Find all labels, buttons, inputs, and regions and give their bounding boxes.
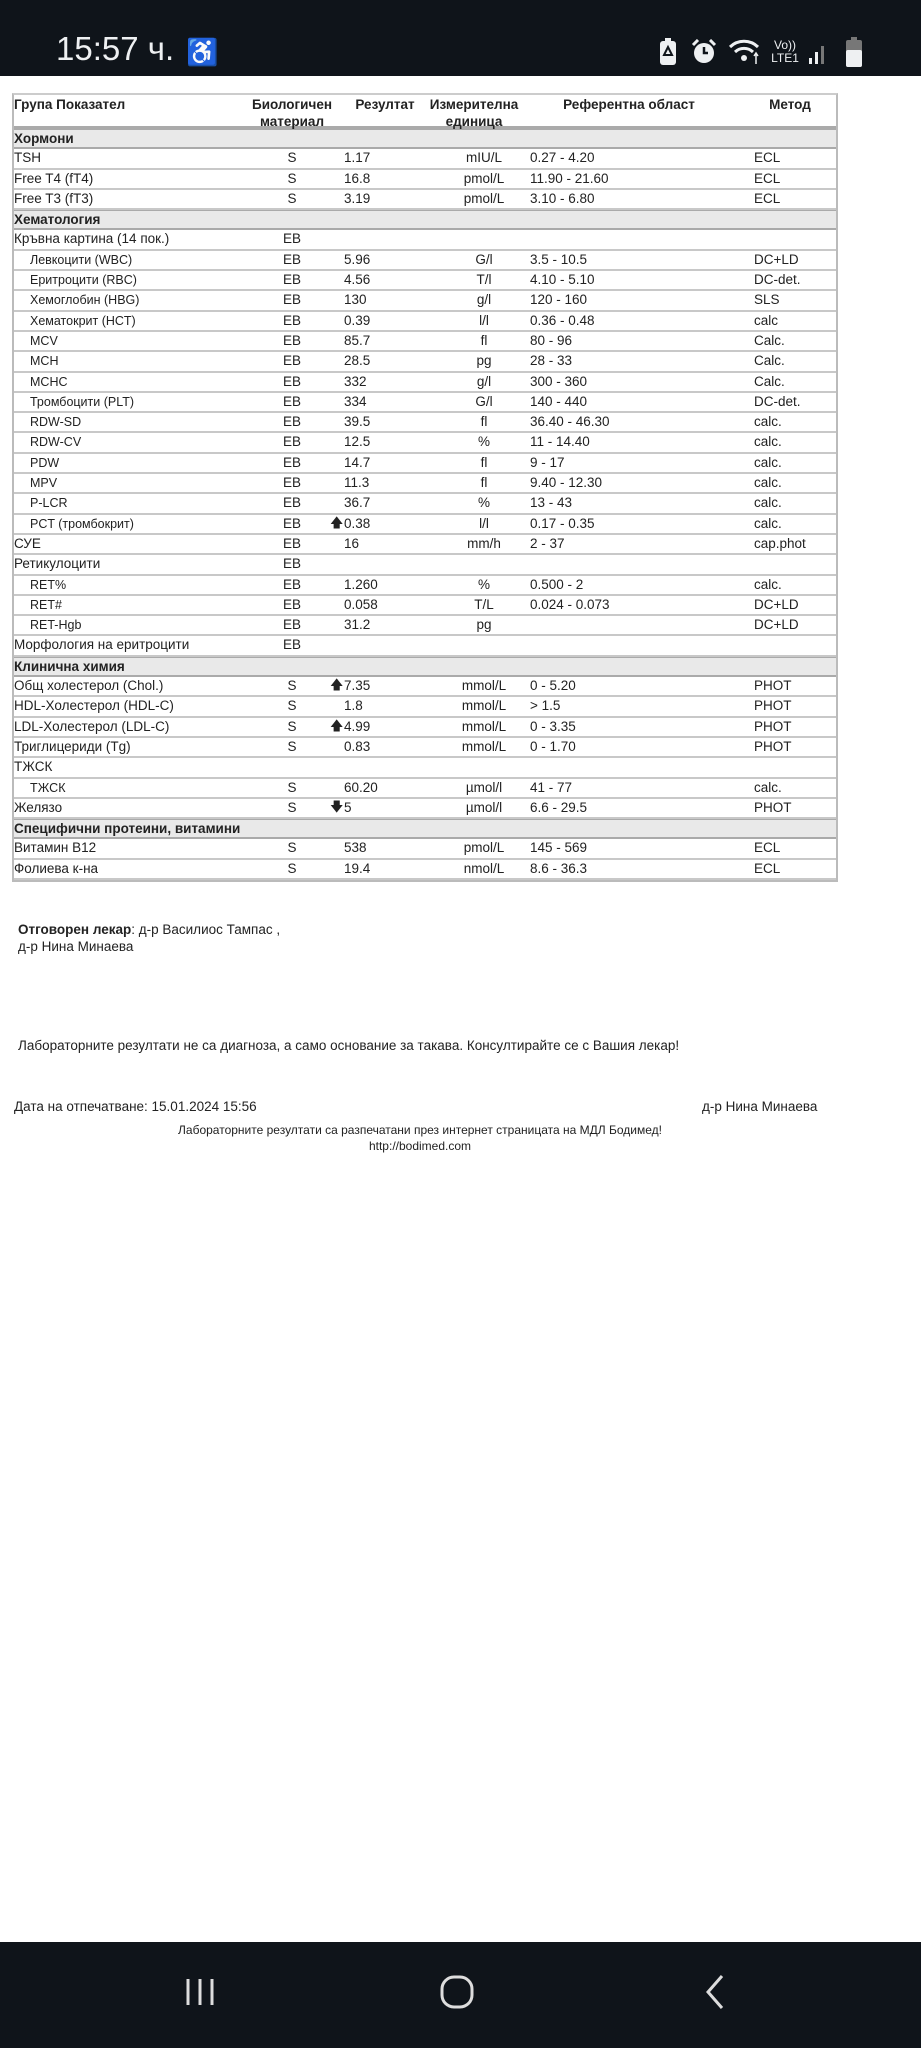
test-name: RET%: [30, 577, 67, 592]
results-table: [12, 93, 838, 882]
result-cell: 1.8: [344, 698, 363, 714]
responsible-doctor: [18, 922, 280, 937]
material-cell: ЕВ: [282, 414, 301, 430]
website-link[interactable]: http://bodimed.com: [368, 1139, 472, 1153]
material-cell: ЕВ: [282, 312, 301, 328]
method-cell: PHOT: [754, 718, 792, 734]
material-cell: ЕВ: [282, 454, 301, 470]
test-name: MCHC: [30, 374, 68, 389]
unit-cell: pmol/L: [463, 170, 505, 186]
reference-cell: 0.17 - 0.35: [530, 515, 595, 531]
home-icon[interactable]: [437, 1972, 477, 2012]
unit-cell: l/l: [479, 312, 489, 328]
test-name: P-LCR: [30, 496, 68, 511]
material-cell: ЕВ: [282, 535, 301, 551]
reference-cell: 6.6 - 29.5: [530, 799, 588, 815]
reference-cell: 120 - 160: [530, 292, 588, 308]
method-cell: calc.: [754, 475, 782, 491]
reference-cell: 36.40 - 46.30: [530, 414, 610, 430]
material-cell: S: [287, 779, 297, 795]
table-row: [14, 616, 836, 636]
result-cell: 4.99: [344, 718, 371, 734]
test-name: Хематокрит (HCT): [30, 313, 136, 328]
method-cell: calc.: [754, 414, 782, 430]
method-cell: SLS: [754, 292, 780, 308]
method-cell: PHOT: [754, 738, 792, 754]
unit-cell: mmol/L: [461, 718, 507, 734]
table-row: [14, 860, 836, 880]
test-name: Общ холестерол (Chol.): [14, 678, 164, 694]
unit-cell: %: [477, 576, 490, 592]
test-name: Витамин B12: [14, 840, 97, 856]
header-reference: Референтна област: [563, 97, 695, 112]
test-name: MCV: [30, 333, 58, 348]
result-cell: 12.5: [344, 434, 371, 450]
back-icon[interactable]: [700, 1972, 730, 2012]
table-row: [14, 271, 836, 291]
reference-cell: > 1.5: [530, 698, 561, 714]
unit-cell: pg: [476, 353, 492, 369]
printed-note: Лабораторните резултати са разпечатани през интернет страницата на МДЛ Бодимед!: [178, 1123, 662, 1137]
unit-cell: nmol/L: [463, 860, 505, 876]
unit-cell: µmol/l: [465, 799, 503, 815]
material-cell: S: [287, 150, 297, 166]
table-row: [14, 779, 836, 799]
test-name: Хемоглобин (HBG): [30, 293, 140, 308]
reference-cell: 41 - 77: [530, 779, 573, 795]
print-date: Дата на отпечатване: 15.01.2024 15:56: [14, 1099, 257, 1114]
section-title: Хормони: [14, 131, 74, 146]
arrow-down-icon: 🡇: [330, 799, 344, 815]
material-cell: S: [287, 190, 297, 206]
method-cell: ECL: [754, 860, 781, 876]
table-row: [14, 230, 836, 250]
method-cell: PHOT: [754, 698, 792, 714]
table-row: [14, 312, 836, 332]
test-name: Еритроцити (RBC): [30, 273, 137, 288]
material-cell: S: [287, 860, 297, 876]
test-name: RDW-CV: [30, 435, 82, 450]
method-cell: ECL: [754, 170, 781, 186]
section-title: Хематология: [14, 212, 101, 228]
reference-cell: 0.36 - 0.48: [530, 312, 595, 328]
table-row: [14, 799, 836, 819]
test-name: Триглицериди (Tg): [14, 738, 131, 754]
unit-cell: pmol/L: [463, 840, 505, 856]
reference-cell: 0 - 1.70: [530, 738, 576, 754]
result-cell: 332: [344, 373, 367, 389]
status-bar: [0, 0, 921, 76]
method-cell: PHOT: [754, 678, 792, 694]
table-row: [14, 291, 836, 311]
material-cell: ЕВ: [282, 576, 301, 592]
method-cell: calc.: [754, 434, 782, 450]
section-title: Специфични протеини, витамини: [14, 821, 241, 837]
method-cell: calc.: [754, 454, 782, 470]
result-cell: 4.56: [344, 272, 371, 288]
material-cell: ЕВ: [282, 272, 301, 288]
result-cell: 7.35: [344, 678, 371, 694]
unit-cell: g/l: [476, 373, 492, 389]
method-cell: DC-det.: [754, 393, 801, 409]
unit-cell: µmol/l: [465, 779, 503, 795]
method-cell: Calc.: [754, 353, 785, 369]
section-header-row: [14, 129, 836, 149]
table-row: [14, 677, 836, 697]
result-cell: 14.7: [344, 454, 371, 470]
test-name: PDW: [30, 455, 60, 470]
table-row: [14, 839, 836, 859]
signing-doctor: д-р Нина Минаева: [702, 1099, 818, 1114]
result-cell: 1.17: [344, 150, 371, 166]
test-name: Левкоцити (WBC): [30, 252, 133, 267]
wifi-icon: [728, 38, 762, 66]
result-cell: 5: [344, 799, 352, 815]
reference-cell: 11.90 - 21.60: [530, 170, 609, 186]
reference-cell: 8.6 - 36.3: [530, 860, 588, 876]
material-cell: ЕВ: [282, 373, 301, 389]
result-cell: 60.20: [344, 779, 378, 795]
result-cell: 28.5: [344, 353, 371, 369]
table-row: [14, 251, 836, 271]
material-cell: ЕВ: [282, 332, 301, 348]
unit-cell: mm/h: [467, 535, 501, 551]
table-row: [14, 413, 836, 433]
material-cell: S: [287, 718, 297, 734]
reference-cell: 0 - 5.20: [530, 678, 576, 694]
test-name: MPV: [30, 476, 58, 491]
table-header: [14, 95, 836, 129]
material-cell: S: [287, 170, 297, 186]
doctor-name-1: : д-р Василиос Тампас ,: [131, 922, 281, 937]
unit-cell: pg: [476, 617, 492, 633]
result-cell: 1.260: [344, 576, 378, 592]
test-name: ТЖСК: [14, 759, 53, 775]
table-row: [14, 454, 836, 474]
table-row: [14, 474, 836, 494]
reference-cell: 9.40 - 12.30: [530, 475, 603, 491]
method-cell: DC-det.: [754, 272, 801, 288]
reference-cell: 0.27 - 4.20: [530, 150, 595, 166]
table-row: [14, 190, 836, 210]
method-cell: calc.: [754, 779, 782, 795]
test-name: Кръвна картина (14 пок.): [14, 231, 170, 247]
result-cell: 0.058: [344, 596, 378, 612]
unit-cell: G/l: [475, 393, 493, 409]
unit-cell: T/l: [476, 272, 492, 288]
material-cell: ЕВ: [282, 515, 301, 531]
material-cell: S: [287, 840, 297, 856]
test-name: СУЕ: [14, 535, 41, 551]
material-cell: ЕВ: [282, 475, 301, 491]
method-cell: DC+LD: [754, 251, 799, 267]
material-cell: ЕВ: [282, 353, 301, 369]
material-cell: ЕВ: [282, 251, 301, 267]
reference-cell: 3.10 - 6.80: [530, 190, 595, 206]
method-cell: Calc.: [754, 373, 785, 389]
header-material: Биологичен материал: [252, 97, 332, 129]
material-cell: ЕВ: [282, 434, 301, 450]
battery-saver-icon: [657, 38, 679, 66]
unit-cell: mmol/L: [461, 738, 507, 754]
accessibility-icon: ♿: [186, 36, 219, 67]
table-row: [14, 555, 836, 575]
navigation-bar: [0, 1942, 921, 2048]
method-cell: DC+LD: [754, 596, 799, 612]
section-header-row: [14, 819, 836, 839]
result-cell: 334: [344, 393, 367, 409]
result-cell: 85.7: [344, 332, 371, 348]
material-cell: S: [287, 678, 297, 694]
disclaimer: Лабораторните резултати не са диагноза, а само основание за такава. Консултирайте се с Вашия лекар!: [18, 1038, 680, 1053]
reference-cell: 0.024 - 0.073: [530, 596, 610, 612]
test-name: MCH: [30, 354, 59, 369]
result-cell: 39.5: [344, 414, 371, 430]
arrow-up-icon: 🡅: [330, 678, 344, 694]
unit-cell: mIU/L: [465, 150, 502, 166]
test-name: Free T3 (fT3): [14, 190, 94, 206]
result-cell: 0.39: [344, 312, 371, 328]
material-cell: ЕВ: [282, 556, 301, 572]
table-row: [14, 515, 836, 535]
reference-cell: 28 - 33: [530, 353, 573, 369]
unit-cell: fl: [480, 414, 488, 430]
unit-cell: pmol/L: [463, 190, 505, 206]
reference-cell: 0 - 3.35: [530, 718, 576, 734]
material-cell: ЕВ: [282, 596, 301, 612]
test-name: Желязо: [14, 799, 63, 815]
table-row: [14, 433, 836, 453]
doctor-name-2: д-р Нина Минаева: [18, 939, 134, 954]
unit-cell: l/l: [479, 515, 489, 531]
table-row: [14, 494, 836, 514]
arrow-up-icon: 🡅: [330, 718, 344, 734]
reference-cell: 3.5 - 10.5: [530, 251, 588, 267]
reference-cell: 0.500 - 2: [530, 576, 584, 592]
unit-cell: G/l: [475, 251, 493, 267]
unit-cell: mmol/L: [461, 698, 507, 714]
table-row: [14, 352, 836, 372]
test-name: PCT (тромбокрит): [30, 516, 134, 531]
table-row: [14, 596, 836, 616]
alarm-icon: [690, 38, 718, 66]
recent-apps-icon[interactable]: [180, 1972, 220, 2012]
method-cell: calc.: [754, 495, 782, 511]
test-name: Ретикулоцити: [14, 556, 101, 572]
material-cell: S: [287, 698, 297, 714]
test-name: HDL-Холестерол (HDL-C): [14, 698, 174, 714]
method-cell: ECL: [754, 840, 781, 856]
result-cell: 130: [344, 292, 367, 308]
battery-icon: [845, 38, 863, 66]
result-cell: 11.3: [344, 475, 370, 491]
material-cell: ЕВ: [282, 292, 301, 308]
method-cell: DC+LD: [754, 617, 799, 633]
method-cell: calc.: [754, 515, 782, 531]
method-cell: calc.: [754, 576, 782, 592]
table-row: [14, 758, 836, 778]
unit-cell: fl: [480, 454, 488, 470]
clock: 15:57 ч.: [56, 30, 175, 67]
test-name: TSH: [14, 150, 41, 166]
unit-cell: mmol/L: [461, 678, 507, 694]
test-name: Free T4 (fT4): [14, 170, 94, 186]
test-name: LDL-Холестерол (LDL-C): [14, 718, 170, 734]
header-unit: Измерителна единица: [429, 97, 519, 129]
section-header-row: [14, 657, 836, 677]
table-row: [14, 718, 836, 738]
header-method: Метод: [769, 97, 811, 112]
table-row: [14, 373, 836, 393]
unit-cell: fl: [480, 332, 488, 348]
doctor-label: Отговорен лекар: [18, 922, 132, 937]
table-row: [14, 332, 836, 352]
test-name: RET-Hgb: [30, 618, 82, 633]
unit-cell: %: [477, 434, 490, 450]
material-cell: ЕВ: [282, 231, 301, 247]
unit-cell: T/L: [474, 596, 494, 612]
reference-cell: 140 - 440: [530, 393, 588, 409]
signal-icon: [808, 38, 828, 66]
result-cell: 19.4: [344, 860, 371, 876]
header-result: Резултат: [355, 97, 415, 112]
section-header-row: [14, 210, 836, 230]
method-cell: ECL: [754, 190, 781, 206]
header-group: Група Показател: [14, 97, 126, 112]
test-name: Тромбоцити (PLT): [30, 394, 135, 409]
result-cell: 5.96: [344, 251, 371, 267]
unit-cell: %: [477, 495, 490, 511]
result-cell: 16.8: [344, 170, 371, 186]
table-row: [14, 393, 836, 413]
test-name: Морфология на еритроцити: [14, 637, 190, 653]
table-row: [14, 170, 836, 190]
method-cell: Calc.: [754, 332, 785, 348]
reference-cell: 145 - 569: [530, 840, 588, 856]
table-row: [14, 738, 836, 758]
table-row: [14, 149, 836, 169]
result-cell: 0.38: [344, 515, 371, 531]
method-cell: calc: [754, 312, 779, 328]
table-row: [14, 636, 836, 656]
test-name: ТЖСК: [30, 780, 66, 795]
material-cell: ЕВ: [282, 617, 301, 633]
reference-cell: 11 - 14.40: [530, 434, 590, 450]
result-cell: 36.7: [344, 495, 371, 511]
unit-cell: fl: [480, 475, 488, 491]
material-cell: S: [287, 738, 297, 754]
test-name: RET#: [30, 597, 62, 612]
reference-cell: 300 - 360: [530, 373, 588, 389]
reference-cell: 2 - 37: [530, 535, 565, 551]
method-cell: PHOT: [754, 799, 792, 815]
arrow-up-icon: 🡅: [330, 515, 344, 531]
network-label: Vo)) LTE1: [771, 38, 799, 65]
table-row: [14, 576, 836, 596]
reference-cell: 4.10 - 5.10: [530, 272, 595, 288]
unit-cell: g/l: [476, 292, 492, 308]
reference-cell: 13 - 43: [530, 495, 573, 511]
result-cell: 0.83: [344, 738, 371, 754]
material-cell: ЕВ: [282, 495, 301, 511]
result-cell: 31.2: [344, 617, 371, 633]
result-cell: 538: [344, 840, 367, 856]
test-name: Фолиева к-на: [14, 860, 99, 876]
material-cell: ЕВ: [282, 393, 301, 409]
method-cell: cap.phot: [754, 535, 806, 551]
table-row: [14, 697, 836, 717]
material-cell: ЕВ: [282, 637, 301, 653]
reference-cell: 9 - 17: [530, 454, 565, 470]
section-title: Клинична химия: [14, 658, 125, 674]
method-cell: ECL: [754, 150, 781, 166]
table-row: [14, 535, 836, 555]
material-cell: S: [287, 799, 297, 815]
result-cell: 3.19: [344, 190, 371, 206]
result-cell: 16: [344, 535, 360, 551]
test-name: RDW-SD: [30, 415, 82, 430]
reference-cell: 80 - 96: [530, 332, 573, 348]
